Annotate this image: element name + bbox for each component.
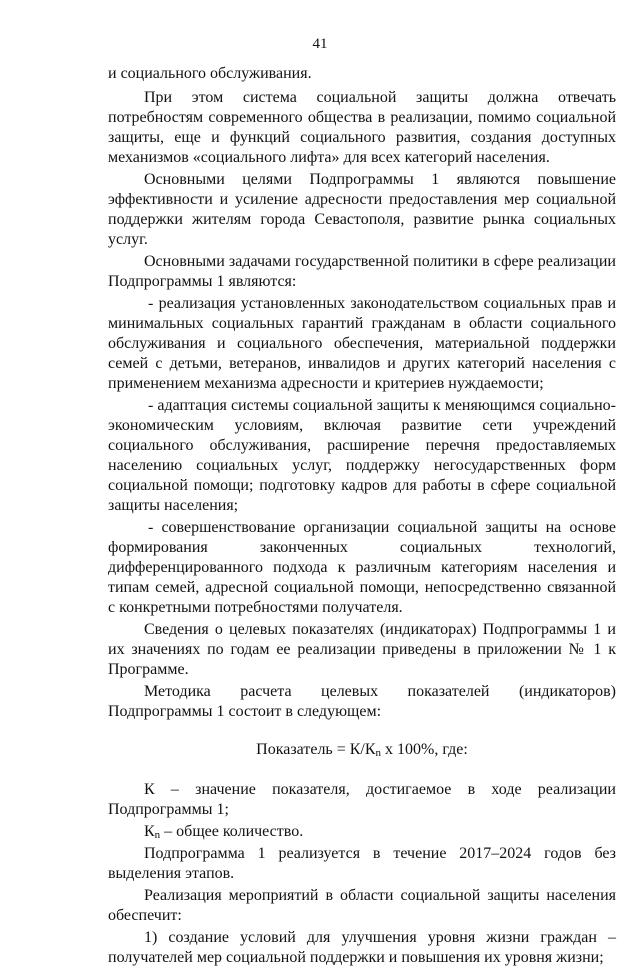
list-item-task-3: - совершенствование организации социальной защиты на основе формирования законченных социальных технологий, дифференцированного подхода к различным категориям населения и типам семей, адресной социальной помощи, непосредственно связанной с конкретными потребностями получателя. <box>108 519 616 616</box>
paragraph-period: Подпрограмма 1 реализуется в течение 2017–2024 годов без выделения этапов. <box>108 845 616 882</box>
definition-kn-symbol: К <box>144 823 155 840</box>
paragraph-indicators: Сведения о целевых показателях (индикаторах) Подпрограммы 1 и их значениях по годам ее реализации приведены в приложении № 1 к Программе. <box>108 621 616 678</box>
paragraph-goals: Основными целями Подпрограммы 1 являются повышение эффективности и усиление адресности предоставления мер социальной поддержки жителям города Севастополя, развитие рынка социальных услуг. <box>108 171 616 248</box>
list-item-task-1: - реализация установленных законодательством социальных прав и минимальных социальных гарантий гражданам в области социального обслуживания и социального обеспечения, материальной поддержки семей с детьми, ветеранов, инвалидов и других категорий населения с применением механизма адресности и критериев нуждаемости; <box>108 295 616 392</box>
document-body <box>108 64 616 970</box>
definition-kn-subscript: n <box>154 829 161 841</box>
formula <box>108 740 616 760</box>
page-number: 41 <box>312 36 328 52</box>
list-item-task-2: - адаптация системы социальной защиты к меняющимся социально-экономическим условиям, включая развитие сети учреждений социального обслуживания, расширение перечня предоставляемых населению социальных услуг, поддержку негосударственных форм социальной помощи; подготовку кадров для работы в сфере социальной защиты населения; <box>108 397 616 514</box>
formula-suffix: х 100%, где: <box>381 741 468 758</box>
formula-prefix: Показатель = К/К <box>256 741 376 758</box>
definition-kn-text: – общее количество. <box>160 823 304 840</box>
paragraph-outcomes-intro: Реализация мероприятий в области социальной защиты населения обеспечит: <box>108 887 616 924</box>
paragraph-tasks-intro: Основными задачами государственной политики в сфере реализации Подпрограммы 1 являются: <box>108 253 616 290</box>
definition-kn <box>108 822 616 842</box>
paragraph-continuation: и социального обслуживания. <box>108 65 312 82</box>
list-item-outcome-1: 1) создание условий для улучшения уровня жизни граждан – получателей мер социальной поддержки и повышения их уровня жизни; <box>108 929 616 966</box>
formula-subscript: n <box>375 747 382 759</box>
definition-k: К – значение показателя, достигаемое в ходе реализации Подпрограммы 1; <box>108 781 616 818</box>
paragraph-social-system: При этом система социальной защиты должна отвечать потребностям современного общества в реализации, помимо социальной защиты, еще и функций социального развития, создания доступных механизмов «социального лифта» для всех категорий населения. <box>108 89 616 166</box>
paragraph-methodology: Методика расчета целевых показателей (индикаторов) Подпрограммы 1 состоит в следующем: <box>108 683 616 720</box>
